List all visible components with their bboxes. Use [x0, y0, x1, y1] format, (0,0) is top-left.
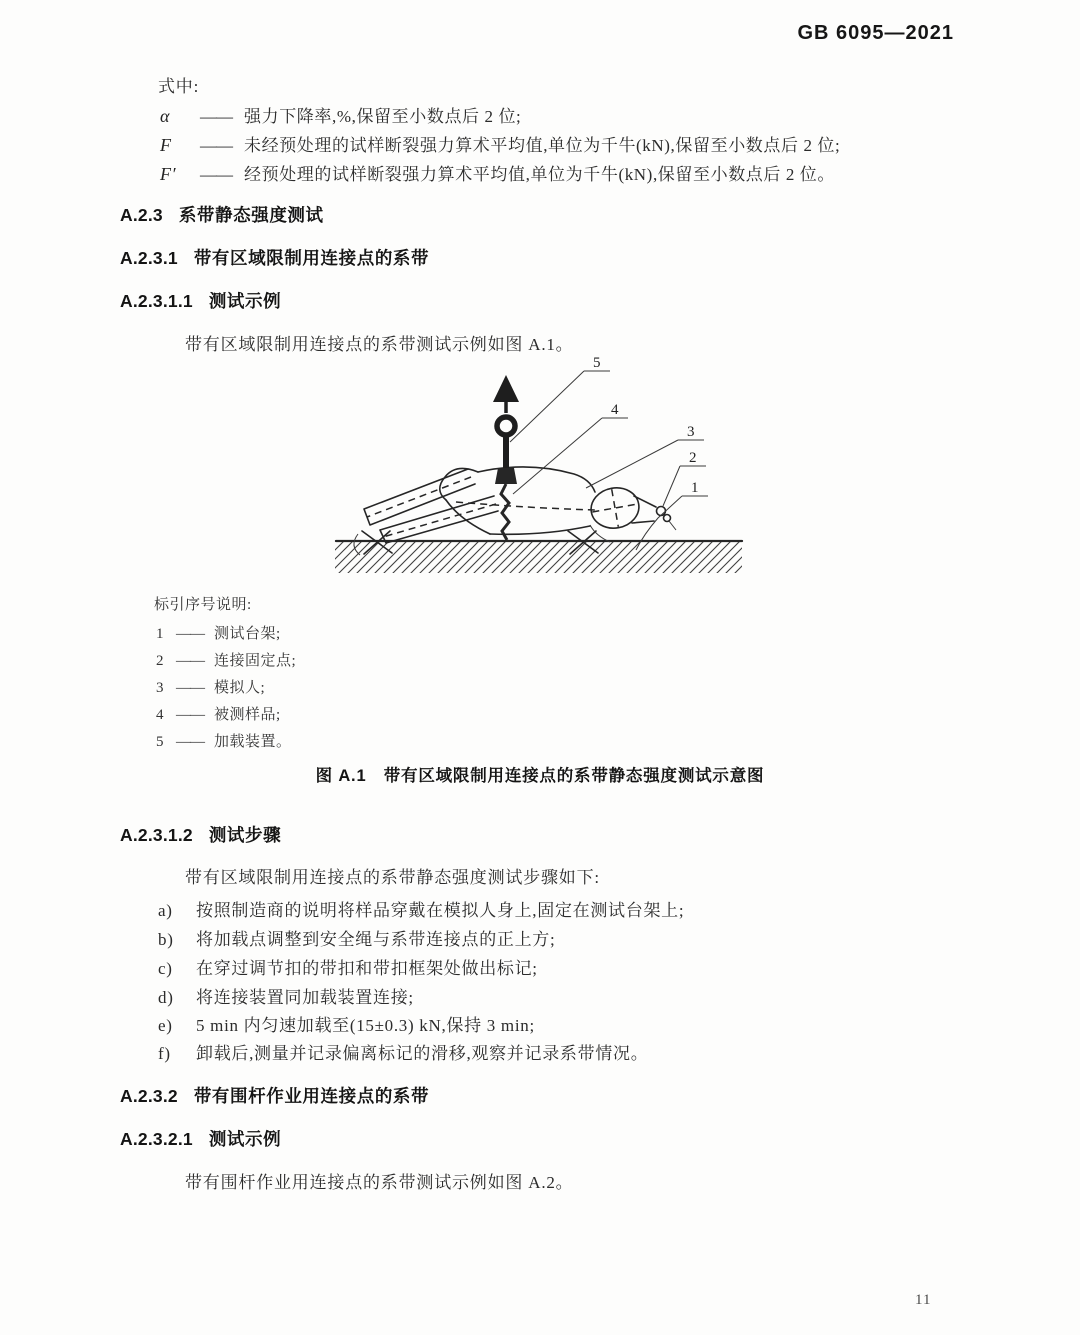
step-item [158, 1039, 648, 1064]
callout-label: 4 [611, 402, 619, 418]
figure-caption: 图 A.1 带有区域限制用连接点的系带静态强度测试示意图 [315, 767, 765, 785]
heading-a2312 [120, 822, 281, 847]
callout-label: 5 [593, 355, 601, 371]
step-label: e) [158, 1016, 173, 1035]
step-item [158, 954, 538, 979]
heading-title: 带有区域限制用连接点的系带 [193, 248, 430, 268]
heading-number: A.2.3.1.2 [120, 825, 193, 845]
heading-number: A.2.3.2.1 [120, 1129, 193, 1149]
legend-item [156, 622, 281, 643]
step-text: 将连接装置同加载装置连接; [196, 988, 414, 1007]
heading-number: A.2.3.1 [120, 248, 178, 268]
legend-text: 模拟人; [214, 680, 266, 696]
formula-dash: —— [200, 107, 232, 126]
formula-item [160, 131, 840, 156]
step-label: a) [158, 901, 173, 920]
test-rack-ground [335, 541, 742, 573]
callout-label: 2 [689, 450, 697, 466]
legend-text: 连接固定点; [214, 653, 297, 669]
steps-intro: 带有区域限制用连接点的系带静态强度测试步骤如下: [185, 868, 600, 887]
formula-text: 强力下降率,%,保留至小数点后 2 位; [244, 107, 522, 126]
heading-number: A.2.3.1.1 [120, 291, 193, 311]
formula-symbol: F′ [160, 164, 177, 184]
formula-symbol: F [160, 135, 172, 155]
heading-a232 [120, 1083, 429, 1108]
step-item [158, 896, 684, 921]
formula-text: 未经预处理的试样断裂强力算术平均值,单位为千牛(kN),保留至小数点后 2 位; [244, 136, 841, 155]
step-text: 在穿过调节扣的带扣和带扣框架处做出标记; [196, 959, 538, 978]
callout-label: 3 [687, 424, 695, 440]
legend-item [156, 703, 281, 724]
step-text: 5 min 内匀速加载至(15±0.3) kN,保持 3 min; [196, 1016, 535, 1035]
heading-a231 [120, 245, 429, 270]
step-text: 卸载后,测量并记录偏离标记的滑移,观察并记录系带情况。 [196, 1044, 649, 1063]
heading-title: 测试步骤 [208, 825, 282, 845]
formula-text: 经预处理的试样断裂强力算术平均值,单位为千牛(kN),保留至小数点后 2 位。 [244, 165, 835, 184]
mannequin-head [588, 484, 642, 532]
step-item [158, 983, 414, 1008]
legend-dash: —— [176, 626, 204, 642]
legend-text: 被测样品; [214, 707, 281, 723]
legend-text: 加载装置。 [214, 734, 292, 750]
step-item [158, 925, 555, 950]
formula-dash: —— [200, 165, 232, 184]
formula-dash: —— [200, 136, 232, 155]
callout-2 [663, 450, 706, 506]
load-arrow-icon [493, 375, 519, 402]
legend-dash: —— [176, 734, 204, 750]
step-label: d) [158, 988, 174, 1007]
legend-dash: —— [176, 653, 204, 669]
legend-number: 4 [156, 707, 164, 723]
standard-number: GB 6095—2021 [797, 22, 954, 44]
harness-sample [501, 484, 509, 540]
legend-number: 1 [156, 626, 164, 642]
step-label: f) [158, 1044, 171, 1063]
legend-item [156, 676, 265, 697]
legend-dash: —— [176, 707, 204, 723]
heading-a2321 [120, 1126, 281, 1151]
callout-label: 1 [691, 480, 699, 496]
heading-title: 测试示例 [208, 291, 282, 311]
step-label: c) [158, 959, 173, 978]
legend-text: 测试台架; [214, 626, 281, 642]
formula-item [160, 160, 835, 185]
heading-a2311 [120, 288, 281, 313]
paragraph-fig-a1-ref: 带有区域限制用连接点的系带测试示例如图 A.1。 [185, 335, 574, 354]
figure-a1-diagram [328, 350, 770, 578]
heading-title: 系带静态强度测试 [178, 205, 324, 225]
step-text: 将加载点调整到安全绳与系带连接点的正上方; [196, 930, 556, 949]
callout-1 [636, 480, 708, 550]
callout-5 [510, 355, 610, 442]
heading-title: 测试示例 [208, 1129, 282, 1149]
formula-symbol: α [160, 106, 171, 126]
legend-number: 3 [156, 680, 164, 696]
legend-title: 标引序号说明: [154, 597, 252, 613]
formula-item [160, 102, 521, 127]
paragraph-fig-a2-ref: 带有围杆作业用连接点的系带测试示例如图 A.2。 [185, 1173, 574, 1192]
legend-item [156, 730, 292, 751]
formula-intro: 式中: [158, 77, 200, 96]
page-number: 11 [915, 1292, 932, 1308]
step-label: b) [158, 930, 174, 949]
callout-3 [586, 424, 704, 488]
legend-item [156, 649, 296, 670]
mannequin-figure [364, 467, 676, 543]
heading-number: A.2.3.2 [120, 1086, 178, 1106]
legend-number: 5 [156, 734, 164, 750]
step-text: 按照制造商的说明将样品穿戴在模拟人身上,固定在测试台架上; [196, 901, 685, 920]
legend-number: 2 [156, 653, 164, 669]
legend-dash: —— [176, 680, 204, 696]
heading-number: A.2.3 [120, 205, 163, 225]
callout-4 [513, 402, 628, 494]
heading-title: 带有围杆作业用连接点的系带 [193, 1086, 430, 1106]
heading-a23 [120, 202, 324, 227]
step-item [158, 1011, 535, 1036]
